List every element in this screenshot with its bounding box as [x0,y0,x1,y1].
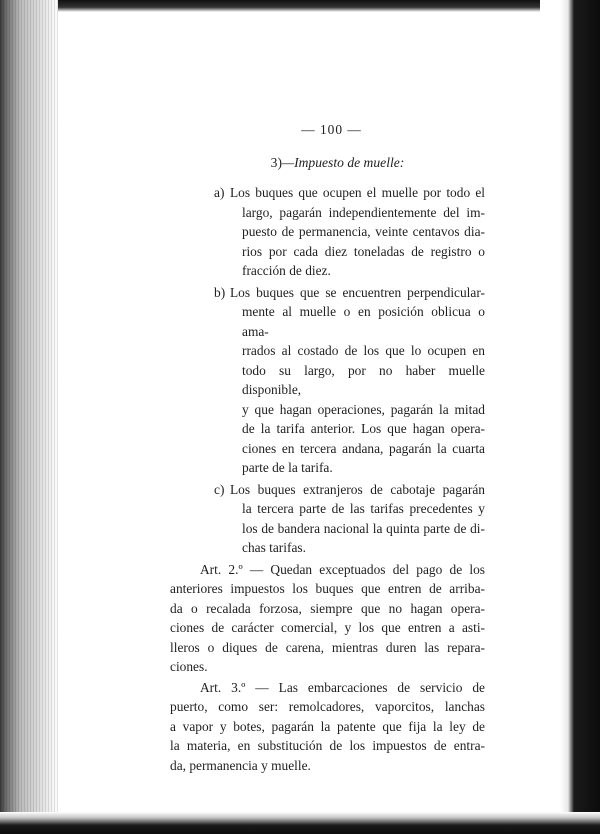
list-item [170,480,485,558]
article-line: anteriores impuestos los buques que entren de arriba- [170,581,485,596]
article-line: la materia, en substitución de los impuestos de entra- [170,738,485,753]
article-line: puerto, como ser: remolcadores, vaporcitos, lanchas [170,699,485,714]
article-line: ciones de carácter comercial, y los que entren a asti- [170,620,485,635]
item-line: todo su largo, por no haber muelle disponible, [242,362,485,397]
item-line: puesto de permanencia, veinte centavos dia- [242,224,485,239]
article-line: Art. 3.º — Las embarcaciones de servicio de [200,679,485,695]
item-line: largo, pagarán independientemente del im- [242,204,485,220]
list-item [170,283,485,478]
document-page [170,120,485,775]
item-marker: a) [214,185,225,200]
scan-edge-bottom [0,812,600,834]
item-line: Los buques que se encuentren perpendicular- [230,284,485,300]
section-title-text: —Impuesto de muelle: [282,154,405,170]
item-line: Los buques extranjeros de cabotaje pagarán [230,481,485,497]
article-line: ciones. [170,659,208,674]
section-number: 3) [270,154,282,170]
article-paragraph [170,560,485,677]
item-line: y que hagan operaciones, pagarán la mitad [242,401,485,417]
item-line: de la tarifa anterior. Los que hagan opera- [242,421,485,436]
item-list [170,183,485,558]
article-line: Art. 2.º — Quedan exceptuados del pago de los [200,561,485,577]
item-line: mente al muelle o en posición oblicua o ama- [242,304,485,339]
article-list [170,560,485,776]
item-line: parte de la tarifa. [242,460,333,475]
item-marker: b) [214,284,226,300]
item-line: los de bandera nacional la quinta parte de di- [242,520,485,536]
scan-edge-right [540,0,600,834]
item-line: chas tarifas. [242,540,306,555]
article-line: lleros o diques de carena, mientras duren las repara- [170,639,485,655]
article-line: da, permanencia y muelle. [170,757,311,773]
item-line: la tercera parte de las tarifas precedentes y [242,501,485,516]
article-paragraph [170,678,485,776]
item-marker: c) [214,481,225,497]
page-number: — 100 — [301,122,362,137]
list-item [170,183,485,281]
article-line: a vapor y botes, pagarán la patente que fija la ley de [170,718,485,734]
scan-edge-top [0,0,600,12]
section-title [190,153,485,173]
article-line: da o recalada forzosa, siempre que no hagan opera- [170,600,485,616]
item-line: rrados al costado de los que lo ocupen en [242,343,485,358]
scan-edge-left [0,0,58,834]
item-line: rios por cada diez toneladas de registro o [242,243,485,259]
item-line: ciones en tercera andana, pagarán la cuarta [242,440,485,456]
item-line: Los buques que ocupen el muelle por todo el [230,185,485,200]
item-line: fracción de diez. [242,263,331,278]
